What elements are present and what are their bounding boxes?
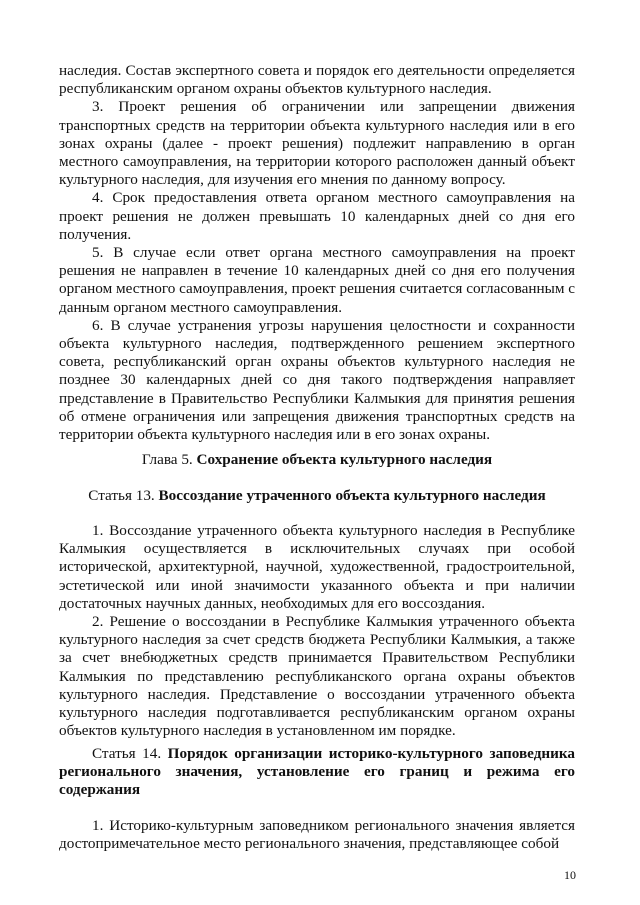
paragraph-5: 5. В случае если ответ органа местного самоуправления на проект решения не направлен в течение 10 календарных дней со дня его получения органом местного самоуправления, проект решения считается согласованным с данным органом местного самоуправления. xyxy=(59,244,575,316)
article-13-body xyxy=(59,522,575,740)
article-14-title: Порядок организации историко-культурного заповедника регионального значения, установление его границ и режима его содержания xyxy=(59,745,575,799)
page-number: 10 xyxy=(564,868,576,882)
chapter-5-title: Сохранение объекта культурного наследия xyxy=(196,451,493,468)
article-14-prefix: Статья 14. xyxy=(92,745,168,762)
paragraph-continued: наследия. Состав экспертного совета и порядок его деятельности определяется республиканским органом охраны объектов культурного наследия. xyxy=(59,62,575,98)
article-14-paragraph-1: 1. Историко-культурным заповедником регионального значения является достопримечательное место регионального значения, представляющее собой xyxy=(59,817,575,853)
chapter-5-prefix: Глава 5. xyxy=(141,451,197,468)
article-13-paragraph-2: 2. Решение о воссоздании в Республике Калмыкия утраченного объекта культурного наследия за счет средств бюджета Республики Калмыкия, а также за счет внебюджетных средств принимается Правительством Республики Калмыкия по представлению республиканского органа охраны объектов культурного наследия. Представление о воссоздании утраченного объекта культурного наследия подготавливается республиканским органом охраны объектов культурного наследия в установленном им порядке. xyxy=(59,613,575,740)
paragraph-4: 4. Срок предоставления ответа органом местного самоуправления на проект решения не должен превышать 10 календарных дней со дня его получения. xyxy=(59,189,575,243)
chapter-5-heading xyxy=(59,451,575,469)
article-13-prefix: Статья 13. xyxy=(88,487,159,504)
article-14-body xyxy=(59,817,575,853)
article-13-heading xyxy=(59,487,575,505)
top-paragraphs xyxy=(59,62,575,444)
article-14-heading xyxy=(59,745,575,800)
article-13-title: Воссоздание утраченного объекта культурного наследия xyxy=(158,487,546,504)
article-13-paragraph-1: 1. Воссоздание утраченного объекта культурного наследия в Республике Калмыкия осуществляется в исключительных случаях при особой исторической, архитектурной, научной, художественной, градостроительной, эстетической или иной значимости указанного объекта и при наличии достаточных научных данных, необходимых для его воссоздания. xyxy=(59,522,575,612)
paragraph-3: 3. Проект решения об ограничении или запрещении движения транспортных средств на территории объекта культурного наследия или в его зонах охраны (далее - проект решения) подлежит направлению в орган местного самоуправления, на территории которого расположен данный объект культурного наследия, для изучения его мнения по данному вопросу. xyxy=(59,98,575,189)
paragraph-6: 6. В случае устранения угрозы нарушения целостности и сохранности объекта культурного наследия, подтвержденного решением экспертного совета, республиканский орган охраны объектов культурного наследия не позднее 30 календарных дней со дня такого подтверждения направляет представление в Правительство Республики Калмыкия для принятия решения об отмене ограничения или запрещения движения транспортных средств на территории объекта культурного наследия или в его зонах охраны. xyxy=(59,316,575,444)
